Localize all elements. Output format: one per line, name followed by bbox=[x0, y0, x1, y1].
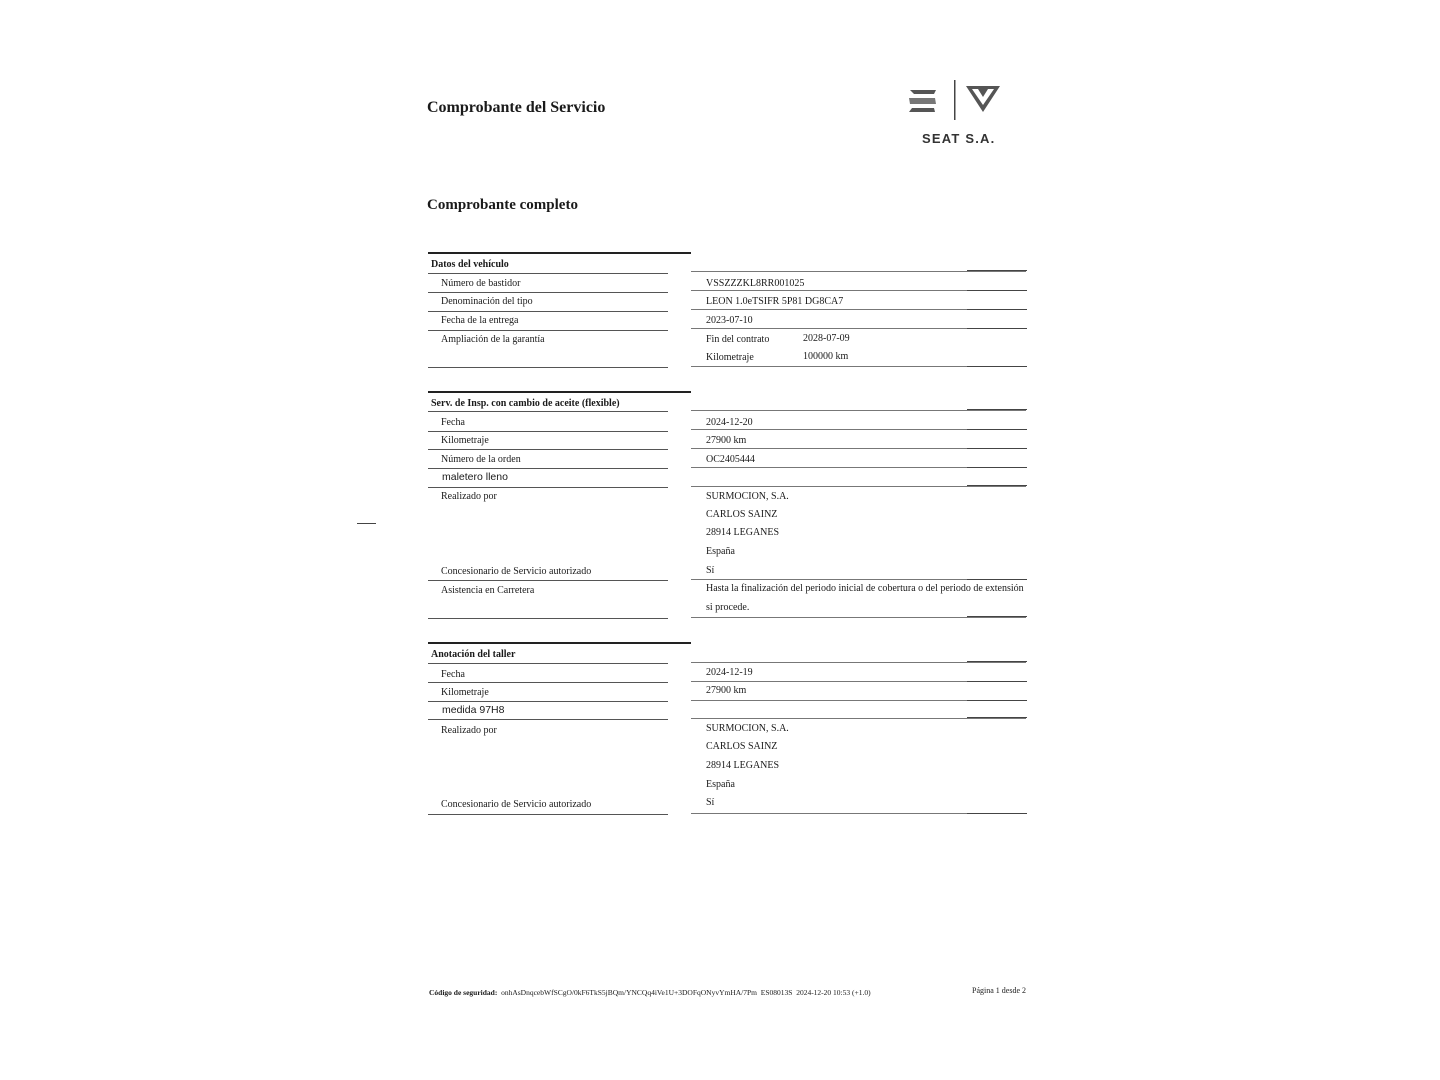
dealer-code: ES08013S bbox=[760, 988, 793, 997]
security-code-footer bbox=[429, 988, 871, 997]
document-subtitle: Comprobante completo bbox=[427, 197, 578, 213]
page-number: Página 1 desde 2 bbox=[972, 986, 1026, 995]
security-code-label: Código de seguridad: bbox=[429, 988, 498, 997]
security-code-value: onhAsDnqcebWfSCgO/0kF6TkS5jBQm/YNCQq4iVe1U+3DOFqONyvYmHA/7Pm bbox=[501, 988, 757, 997]
section-rule bbox=[428, 391, 691, 393]
scan-mark bbox=[357, 523, 376, 524]
vehicle-heading: Datos del vehículo bbox=[431, 259, 509, 270]
footer-timestamp: 2024-12-20 10:53 (+1.0) bbox=[796, 988, 871, 997]
seat-cupra-logo-icon bbox=[904, 78, 1004, 122]
workshop-heading: Anotación del taller bbox=[431, 649, 516, 660]
company-name: SEAT S.A. bbox=[922, 131, 996, 146]
document-title: Comprobante del Servicio bbox=[427, 99, 606, 116]
section-rule bbox=[428, 252, 691, 254]
section-rule bbox=[428, 642, 691, 644]
service-heading: Serv. de Insp. con cambio de aceite (flexible) bbox=[431, 398, 620, 409]
